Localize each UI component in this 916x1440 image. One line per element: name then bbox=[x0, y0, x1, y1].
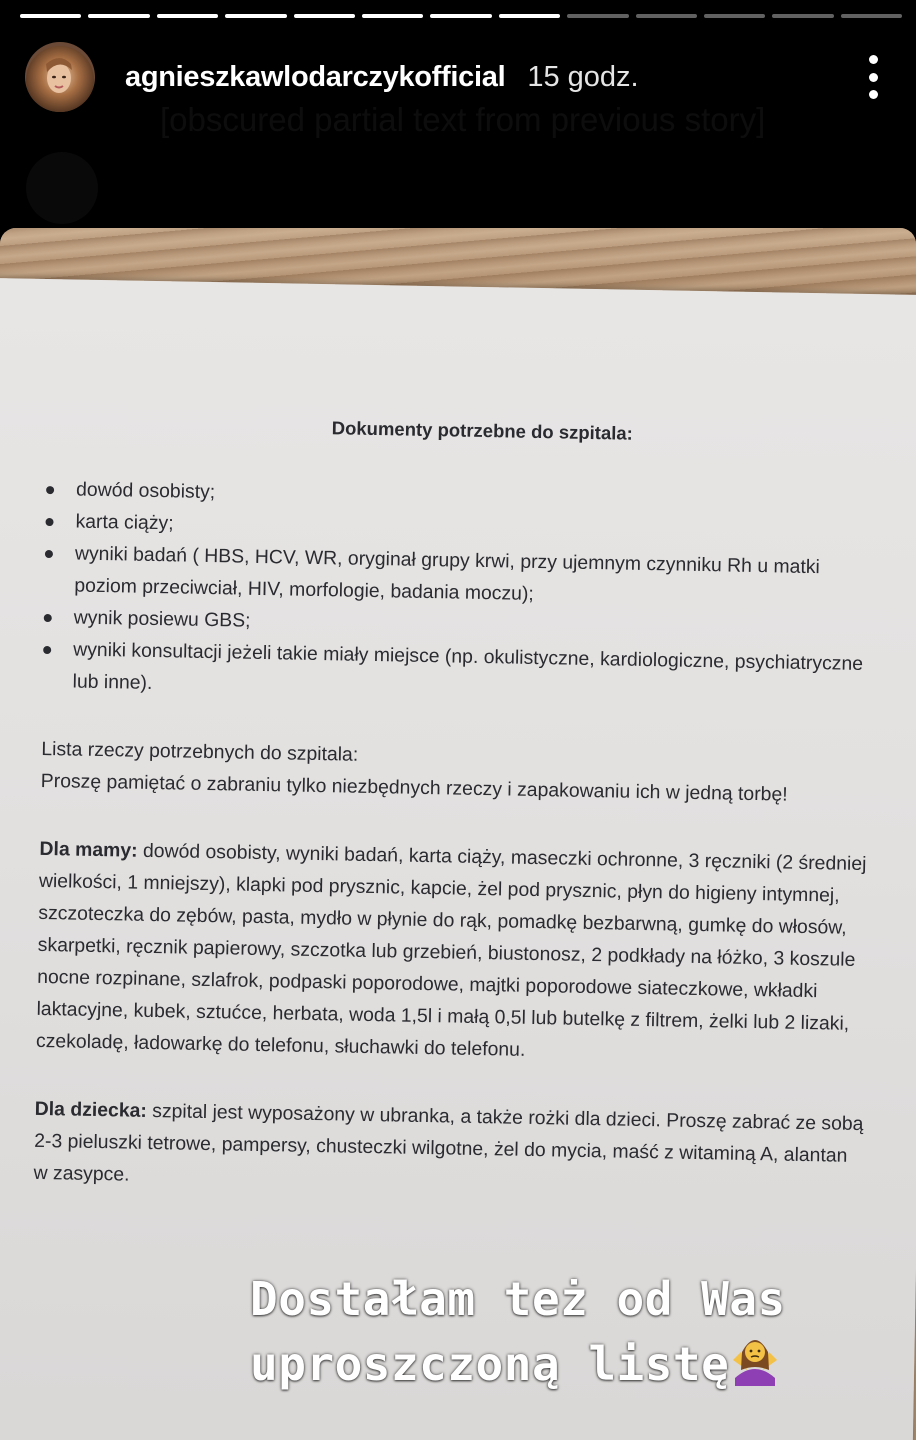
progress-segment bbox=[294, 14, 355, 18]
progress-segment bbox=[704, 14, 765, 18]
progress-segment bbox=[88, 14, 149, 18]
list-note: Proszę pamiętać o zabraniu tylko niezbędnych rzeczy i zapakowaniu ich w jedną torbę! bbox=[40, 769, 788, 806]
story-progress-bar bbox=[20, 14, 902, 18]
progress-segment bbox=[430, 14, 491, 18]
username[interactable]: agnieszkawlodarczykofficial bbox=[125, 60, 506, 93]
bullet-item: dowód osobisty; bbox=[46, 473, 876, 520]
avatar[interactable] bbox=[25, 42, 95, 112]
document-text bbox=[33, 407, 877, 1204]
baby-section bbox=[33, 1093, 865, 1204]
progress-segment bbox=[362, 14, 423, 18]
mom-text: dowód osobisty, wyniki badań, karta ciąży, maseczki ochronne, 3 ręczniki (2 średniej wielkości, 1 mniejszy), klapki pod prysznic, kapcie, żel pod prysznic, płyn do higieny intymnej, szczoteczka do zębów, pasta, mydło w płynie do rąk, pomadkę bezbarwną, gumkę do włosów, skarpetki, ręcznik papierowy, szczotka lub grzebień, biustonosz, 2 podkłady na łóżko, 3 koszule nocne rozpinane, szlafrok, podpaski poporodowe, majtki poporodowe siateczkowe, wkładki laktacyjne, kubek, sztućce, herbata, woda 1,5l i małą 0,5l lub butelkę z filtrem, żelki lub 2 lizaki, czekoladę, ładowarkę do telefonu, słuchawki do telefonu. bbox=[35, 839, 867, 1061]
progress-segment bbox=[225, 14, 286, 18]
story-photo[interactable] bbox=[0, 228, 916, 1440]
ghost-text-overlay: [obscured partial text from previous story] bbox=[160, 101, 766, 138]
caption-line-2: uproszczoną listę bbox=[250, 1337, 730, 1391]
ghost-avatar-overlay bbox=[26, 152, 98, 224]
bullet-item: wyniki konsultacji jeżeli takie miały miejsce (np. okulistyczne, kardiologiczne, psychiatryczne lub inne). bbox=[42, 633, 873, 712]
list-section bbox=[40, 733, 871, 812]
mom-label: Dla mamy: bbox=[39, 837, 138, 862]
progress-segment bbox=[20, 14, 81, 18]
more-options-icon[interactable] bbox=[860, 55, 886, 99]
progress-segment bbox=[157, 14, 218, 18]
story-caption bbox=[250, 1268, 890, 1395]
progress-segment bbox=[772, 14, 833, 18]
bullet-item: karta ciąży; bbox=[45, 505, 875, 552]
baby-text: szpital jest wyposażony w ubranka, a także rożki dla dzieci. Proszę zabrać ze sobą 2-3 pieluszki tetrowe, pampersy, chusteczki wilgotne, żel do mycia, maść z witaminą A, alantan w zasypce. bbox=[33, 1099, 864, 1186]
bullet-item: wyniki badań ( HBS, HCV, WR, oryginał grupy krwi, przy ujemnym czynniku Rh u matki poziom przeciwciał, HIV, morfologie, badania moczu); bbox=[44, 537, 875, 616]
person-shrugging-icon bbox=[729, 1330, 781, 1386]
progress-segment bbox=[499, 14, 560, 18]
mom-section bbox=[36, 833, 870, 1072]
progress-segment bbox=[841, 14, 902, 18]
list-heading: Lista rzeczy potrzebnych do szpitala: bbox=[41, 737, 359, 766]
bullet-item: wynik posiewu GBS; bbox=[44, 601, 874, 648]
paper-sheet bbox=[0, 278, 916, 1440]
caption-line-1: Dostałam też od Was bbox=[250, 1272, 786, 1326]
progress-segment bbox=[567, 14, 628, 18]
caption-line-2-wrap bbox=[250, 1330, 890, 1395]
baby-label: Dla dziecka: bbox=[34, 1097, 148, 1122]
document-bullet-list bbox=[42, 473, 876, 712]
post-time: 15 godz. bbox=[527, 60, 639, 93]
document-title: Dokumenty potrzebne do szpitala: bbox=[331, 417, 634, 444]
progress-segment bbox=[636, 14, 697, 18]
